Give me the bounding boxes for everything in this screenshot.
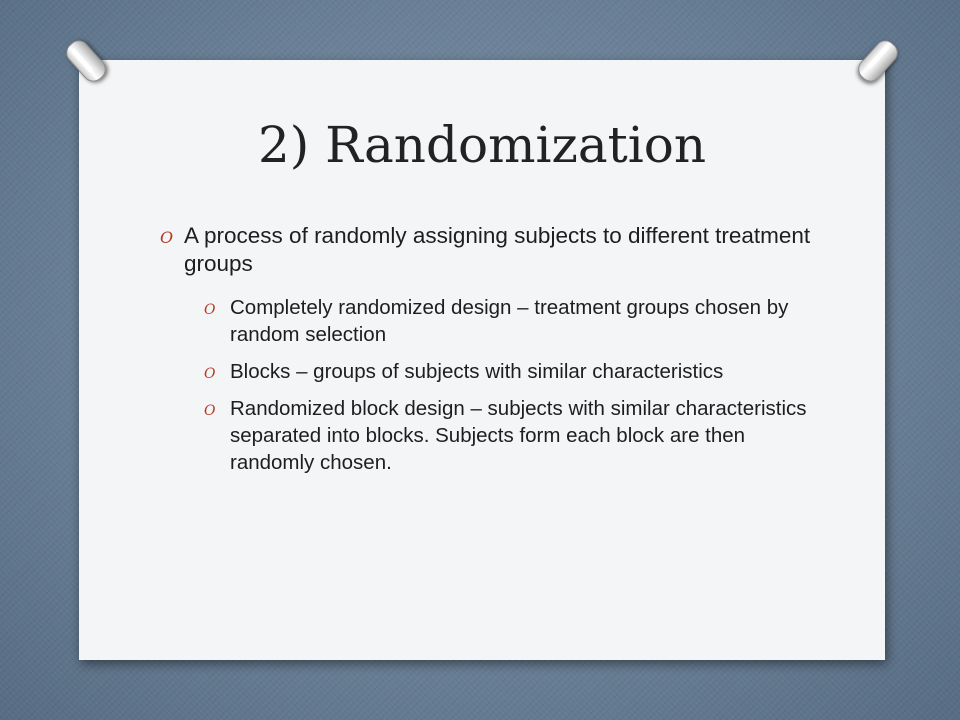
slide-title: 2) Randomization	[257, 116, 707, 174]
bullet-marker-icon: O	[160, 228, 174, 247]
bullet-list	[160, 222, 820, 486]
bullet-marker-icon: O	[204, 366, 216, 382]
bullet-marker-icon: O	[204, 302, 216, 318]
bullet-text: A process of randomly assigning subjects to different treatment groups	[184, 223, 811, 276]
bullet-marker-icon: O	[204, 403, 216, 419]
bullet-item	[160, 222, 820, 278]
bullet-text: Randomized block design – subjects with similar characteristics separated into blocks. Subjects form each block are then randomly chosen.	[230, 397, 807, 474]
sub-bullet-item	[200, 395, 820, 476]
sub-bullet-item	[200, 294, 820, 348]
bullet-text: Completely randomized design – treatment groups chosen by random selection	[230, 296, 789, 346]
sub-bullet-item	[200, 358, 820, 385]
bullet-text: Blocks – groups of subjects with similar characteristics	[230, 360, 724, 383]
